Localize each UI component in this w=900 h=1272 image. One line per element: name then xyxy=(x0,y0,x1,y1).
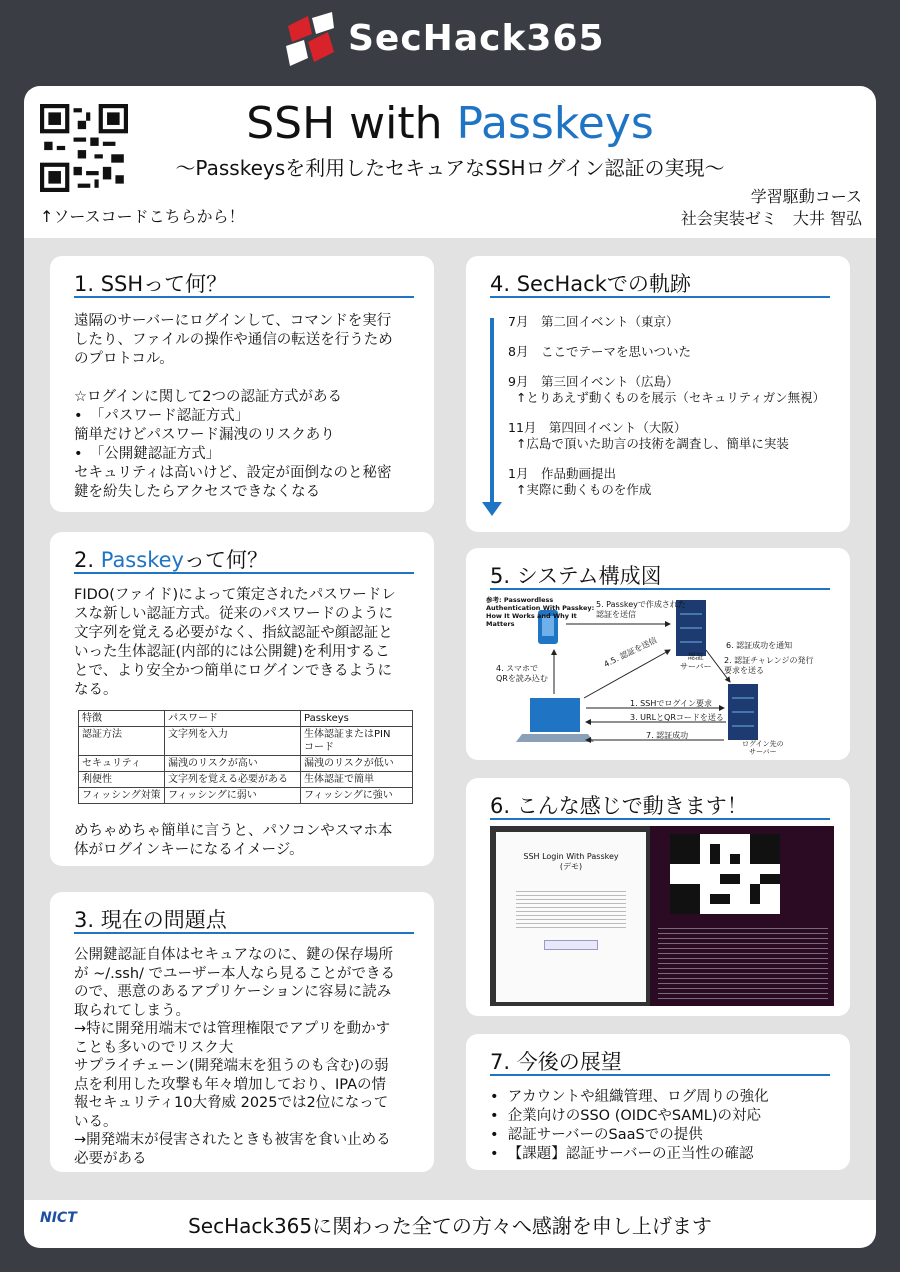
sechack-logo xyxy=(278,12,638,72)
poster-footer xyxy=(24,1200,876,1248)
table-cell: 漏洩のリスクが高い xyxy=(165,756,301,772)
section-demo xyxy=(466,778,850,1016)
section-future xyxy=(466,1034,850,1170)
section-footer-text: めちゃめちゃ簡単に言うと、パソコンやスマホ本 体がログインキーになるイメージ。 xyxy=(74,823,393,858)
timeline-item: 7月 第二回イベント（東京） xyxy=(508,314,679,329)
poster-header xyxy=(24,86,876,238)
comparison-table xyxy=(78,710,413,804)
table-cell: パスワード xyxy=(165,711,301,727)
timeline-item: 1月 作品動画提出 ↑実際に動くものを作成 xyxy=(508,466,652,497)
table-cell: 漏洩のリスクが低い xyxy=(301,756,413,772)
section-body: FIDO(ファイド)によって策定されたパスワードレ スな新しい認証方式。従来のパスワードのように 文字列を覚える必要がなく、指紋認証や顔認証と いった生体認証(内部的には公開鍵)を利用するこ とで、より安全かつ簡単にログインできるように なる。 xyxy=(74,587,396,698)
terminal-output xyxy=(658,924,828,1000)
phone-title: SSH Login With Passkey (デモ) xyxy=(523,852,619,871)
table-row xyxy=(79,788,413,804)
laptop-icon xyxy=(530,698,580,732)
title-suffix: って何？ xyxy=(183,548,268,572)
section-architecture xyxy=(466,548,850,760)
timeline-arrow-icon xyxy=(482,502,502,516)
timeline-item: 9月 第三回イベント（広島） ↑とりあえず動くものを展示（セキュリティガン無視） xyxy=(508,374,826,405)
table-row xyxy=(79,727,413,756)
title-rule xyxy=(490,588,830,590)
label-auth-server: 認証 サーバー xyxy=(680,652,712,671)
table-header-row xyxy=(79,711,413,727)
table-cell: フィッシングに強い xyxy=(301,788,413,804)
phone-button[interactable] xyxy=(544,940,598,950)
timeline-line xyxy=(490,318,494,504)
section-title: 4. SecHackでの軌跡 xyxy=(490,272,691,296)
title-rule xyxy=(74,572,414,574)
section-title: 5. システム構成図 xyxy=(490,564,662,588)
section-timeline xyxy=(466,256,850,532)
section-passkey xyxy=(50,532,434,866)
label-step6: 6. 認証成功を通知 xyxy=(726,641,793,650)
title-accent: Passkey xyxy=(100,548,184,572)
reference-note: 参考: Passwordless Authentication With Passkey: How It Works and Why It Matters xyxy=(486,596,595,628)
title-rule xyxy=(490,818,830,820)
demo-screenshot xyxy=(490,826,834,1006)
future-item: • 【課題】認証サーバーの正当性の確認 xyxy=(490,1146,754,1162)
thanks-text: SecHack365に関わった全ての方々へ感謝を申し上げます xyxy=(188,1214,712,1238)
section-title: 3. 現在の問題点 xyxy=(74,908,227,932)
sechack-logo-icon xyxy=(278,12,342,72)
table-cell: Passkeys xyxy=(301,711,413,727)
poster-title xyxy=(24,98,876,149)
label-login-server: ログイン先の サーバー xyxy=(742,740,784,756)
poster-subtitle: ～Passkeysを利用したセキュアなSSHログイン認証の実現～ xyxy=(175,156,725,180)
label-step4: 4. スマホで QRを読み込む xyxy=(496,664,548,683)
author-block xyxy=(681,186,862,230)
label-step3: 3. URLとQRコードを送る xyxy=(630,713,724,722)
title-main: SSH with xyxy=(246,98,457,149)
top-bar xyxy=(0,0,900,86)
content-area xyxy=(24,238,876,1200)
title-prefix: 2. xyxy=(74,548,101,572)
course-name: 学習駆動コース xyxy=(750,187,862,206)
table-cell: 文字列を覚える必要がある xyxy=(165,772,301,788)
section-title: 6. こんな感じで動きます！ xyxy=(490,794,748,818)
label-step2: 2. 認証チャレンジの発行 要求を送る xyxy=(724,656,814,675)
title-rule xyxy=(74,932,414,934)
table-cell: フィッシング対策 xyxy=(79,788,165,804)
author-name: 社会実装ゼミ 大井 智弘 xyxy=(680,209,862,228)
title-accent: Passkeys xyxy=(456,98,654,149)
title-rule xyxy=(490,1074,830,1076)
future-item: • アカウントや組織管理、ログ周りの強化 xyxy=(490,1089,769,1105)
table-cell: フィッシングに弱い xyxy=(165,788,301,804)
section-title: 1. SSHって何？ xyxy=(74,272,228,296)
section-title: 7. 今後の展望 xyxy=(490,1050,622,1074)
source-note: ↑ソースコードこちらから！ xyxy=(40,207,245,226)
section-title xyxy=(74,544,268,574)
section-body: 公開鍵認証自体はセキュアなのに、鍵の保存場所 が ~/.ssh/ でユーザー本人なら見ることができる ので、悪意のあるアプリケーションに容易に読み 取られてしまう。 →特に開発用端末では管理権限でアプリを動かす ことも多いのでリスク大 サプライチェーン(開発端末を狙うのも含む)の弱 点を利用した攻撃も年々増加しており、IPAの情 報セキュリティ10大脅威 2025では2位になって いる。 →開発端末が侵害されたときも被害を食い止める 必要がある xyxy=(74,947,396,1167)
table-cell: 利便性 xyxy=(79,772,165,788)
label-step5: 5. Passkeyで作成された 認証を送信 xyxy=(596,600,686,619)
table-cell: セキュリティ xyxy=(79,756,165,772)
phone-screen xyxy=(496,832,646,1002)
future-item: • 企業向けのSSO (OIDCやSAML)の対応 xyxy=(490,1108,761,1124)
table-row xyxy=(79,772,413,788)
nict-logo: NICT xyxy=(40,1210,77,1226)
timeline-item: 8月 ここでテーマを思いついた xyxy=(508,344,691,359)
terminal-window xyxy=(650,826,834,1006)
table-cell: 特徴 xyxy=(79,711,165,727)
table-row xyxy=(79,756,413,772)
section-problems xyxy=(50,892,434,1172)
section-ssh xyxy=(50,256,434,512)
table-cell: 生体認証で簡単 xyxy=(301,772,413,788)
terminal-qr-code xyxy=(670,834,780,914)
title-rule xyxy=(74,296,414,298)
table-cell: 認証方法 xyxy=(79,727,165,756)
label-step7: 7. 認証成功 xyxy=(646,731,689,740)
section-body: 遠隔のサーバーにログインして、コマンドを実行 したり、ファイルの操作や通信の転送を行うため のプロトコル。 ☆ログインに関して2つの認証方式がある • 「パスワード認証方式」 簡単だけどパスワード漏洩のリスクあり • 「公開鍵認証方式」 セキュリティは高いけど、設定が面倒なのと秘密 鍵を紛失したらアクセスできなくなる xyxy=(74,313,393,500)
label-step45: 4.5. 認証を送信 xyxy=(602,635,659,669)
table-cell: 文字列を入力 xyxy=(165,727,301,756)
timeline-item: 11月 第四回イベント（大阪） ↑広島で頂いた助言の技術を調査し、簡単に実装 xyxy=(508,420,789,451)
future-item: • 認証サーバーのSaaSでの提供 xyxy=(490,1127,703,1143)
phone-text-lines xyxy=(516,888,626,928)
table-cell: 生体認証またはPIN コード xyxy=(301,727,413,756)
logo-text: SecHack365 xyxy=(348,18,605,59)
title-rule xyxy=(490,296,830,298)
label-step1: 1. SSHでログイン要求 xyxy=(630,699,712,708)
